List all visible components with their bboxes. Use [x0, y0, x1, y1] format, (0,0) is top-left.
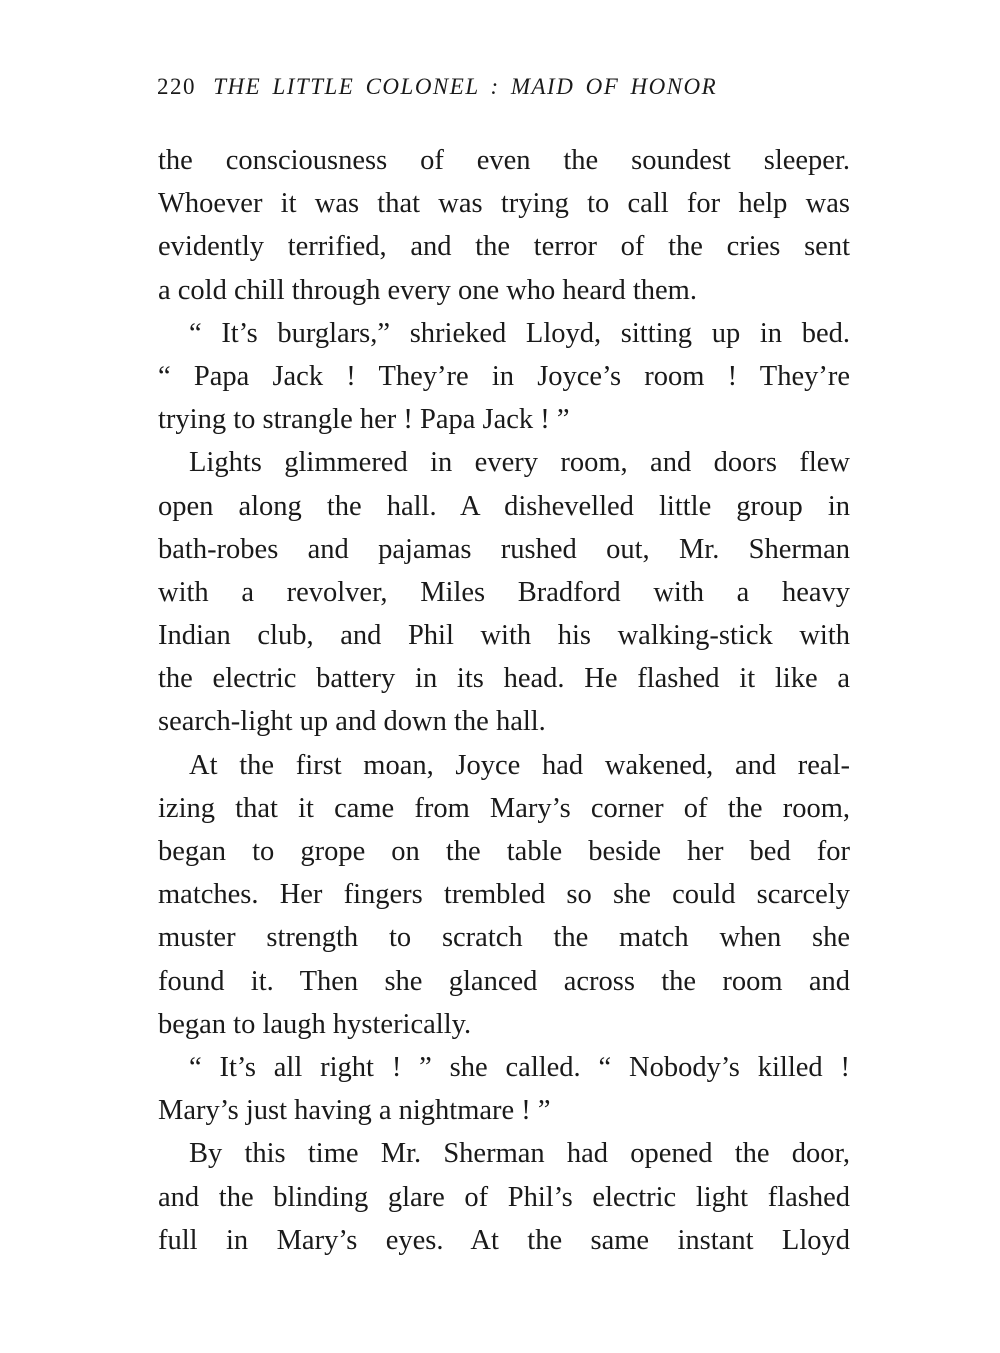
text-line: trying to strangle her ! Papa Jack ! ” — [158, 404, 570, 436]
text-line: open along the hall. A dishevelled little group in — [158, 490, 850, 522]
text-line: muster strength to scratch the match when she — [158, 922, 850, 954]
text-line: and the blinding glare of Phil’s electric light flashed — [158, 1181, 850, 1213]
text-line: “ It’s burglars,” shrieked Lloyd, sitting up in bed. — [189, 317, 850, 349]
text-line: began to grope on the table beside her bed for — [158, 836, 850, 867]
text-line: matches. Her fingers trembled so she could scarcely — [158, 879, 850, 911]
text-line: full in Mary’s eyes. At the same instant Lloyd — [158, 1224, 850, 1256]
text-line: Whoever it was that was trying to call for help was — [158, 188, 850, 220]
text-line: a cold chill through every one who heard them. — [158, 274, 697, 306]
page-number: 220 — [157, 74, 196, 99]
text-line: the consciousness of even the soundest sleeper. — [158, 145, 850, 176]
text-line: By this time Mr. Sherman had opened the door, — [189, 1138, 850, 1170]
text-line: izing that it came from Mary’s corner of the room, — [158, 792, 850, 824]
text-line: Mary’s just having a nightmare ! ” — [158, 1095, 551, 1127]
running-title: THE LITTLE COLONEL : MAID OF HONOR — [213, 74, 718, 99]
text-line: search-light up and down the hall. — [158, 706, 546, 738]
text-line: “ Papa Jack ! They’re in Joyce’s room ! They’re — [158, 360, 850, 392]
text-line: found it. Then she glanced across the room and — [158, 965, 850, 997]
text-line: the electric battery in its head. He flashed it like a — [158, 663, 850, 695]
text-line: began to laugh hysterically. — [158, 1008, 472, 1040]
text-line: with a revolver, Miles Bradford with a heavy — [158, 576, 850, 608]
running-head — [157, 74, 857, 100]
text-line: bath-robes and pajamas rushed out, Mr. Sherman — [158, 533, 850, 565]
body-text — [158, 139, 850, 1262]
text-line: “ It’s all right ! ” she called. “ Nobody’s killed ! — [189, 1051, 850, 1083]
text-line: At the first moan, Joyce had wakened, and real- — [189, 749, 850, 781]
text-line: evidently terrified, and the terror of the cries sent — [158, 231, 850, 263]
text-line: Lights glimmered in every room, and doors flew — [189, 447, 850, 479]
text-line: Indian club, and Phil with his walking-stick with — [158, 620, 850, 652]
